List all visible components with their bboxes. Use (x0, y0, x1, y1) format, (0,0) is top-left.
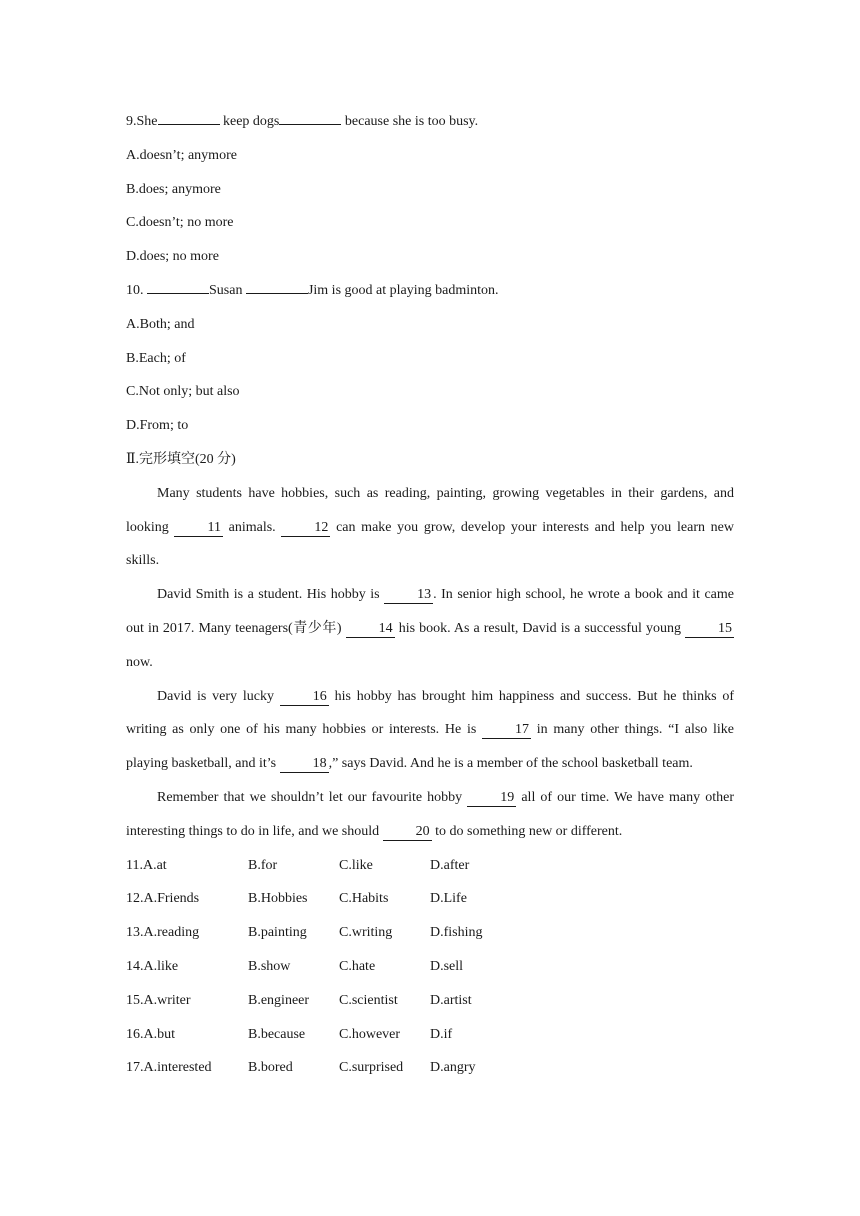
answer-blank (158, 124, 220, 125)
cloze-blank-15: 15 (685, 621, 734, 638)
question-10-option-a: A.Both; and (126, 316, 195, 332)
choice-row-12: 12.A.Friends B.Hobbies C.Habits D.Life (126, 891, 467, 907)
choice-row-13: 13.A.reading B.painting C.writing D.fishing (126, 925, 483, 941)
question-9-stem: 9.She keep dogs because she is too busy. (126, 114, 479, 129)
question-9-option-d: D.does; no more (126, 249, 219, 265)
cloze-blank-13: 13 (384, 587, 433, 604)
passage-paragraph-2: David Smith is a student. His hobby is 13 . In senior high school, he wrote a book and it came out in 2017. Many teenagers(青少年) 14 his book. As a result, David is a successful young 15 now. (126, 587, 734, 670)
passage-paragraph-3: David is very lucky 16 his hobby has brought him happiness and success. But he thinks of writing as only one of his many hobbies or interests. He is 17 in many other things. “I also like playing basketball, and it’s 18 ,” says David. And he is a member of the school basketball team. (126, 688, 735, 772)
question-9-option-a: A.doesn’t; anymore (126, 147, 237, 163)
question-10-option-d: D.From; to (126, 418, 189, 434)
choice-row-14: 14.A.like B.show C.hate D.sell (126, 958, 464, 974)
cloze-blank-18: 18 (280, 756, 329, 773)
choice-row-11: 11.A.at B.for C.like D.after (126, 857, 470, 873)
choice-row-17: 17.A.interested B.bored C.surprised D.angry (126, 1060, 476, 1076)
choice-row-15: 15.A.writer B.engineer C.scientist D.artist (126, 992, 472, 1008)
cloze-blank-19: 19 (467, 790, 516, 807)
cloze-blank-12: 12 (281, 520, 330, 537)
cloze-blank-17: 17 (482, 722, 531, 739)
answer-blank (279, 124, 341, 125)
passage-paragraph-4: Remember that we shouldn’t let our favourite hobby 19 all of our time. We have many other interesting things to do in life, and we should 20 to do something new or different. (126, 789, 734, 839)
cloze-blank-11: 11 (174, 520, 222, 537)
question-10-option-c: C.Not only; but also (126, 384, 240, 400)
section-heading: Ⅱ.完形填空(20 分) (126, 451, 236, 467)
cloze-blank-14: 14 (346, 621, 395, 638)
cloze-blank-20: 20 (383, 824, 432, 841)
answer-blank (246, 293, 308, 294)
question-10-option-b: B.Each; of (126, 350, 186, 366)
question-9-option-b: B.does; anymore (126, 181, 221, 197)
cloze-blank-16: 16 (280, 689, 329, 706)
answer-blank (147, 293, 209, 294)
question-9-option-c: C.doesn’t; no more (126, 215, 234, 231)
exam-page (126, 105, 734, 1085)
choice-row-16: 16.A.but B.because C.however D.if (126, 1026, 453, 1042)
question-10-stem: 10. Susan Jim is good at playing badminton. (126, 282, 499, 298)
passage-paragraph-1: Many students have hobbies, such as reading, painting, growing vegetables in their gardens, and looking 11 animals. 12 can make you grow, develop your interests and help you learn new skills. (126, 485, 734, 569)
